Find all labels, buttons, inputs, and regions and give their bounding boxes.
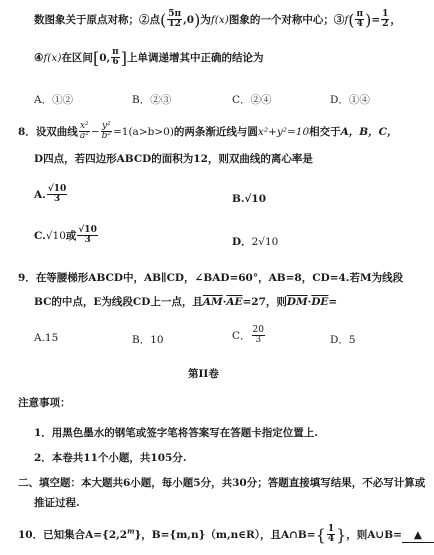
text-segment: A，B，C， (340, 125, 398, 138)
paren-right: ) (365, 10, 372, 30)
question-number: 9． (18, 272, 36, 284)
fill-in-instructions-line2: 推证过程. (34, 497, 80, 509)
notice-item-1: 1．用黑色墨水的钢笔或签字笔将答案写在答题卡指定位置上. (34, 427, 318, 439)
function-symbol: f(x) (43, 51, 62, 64)
fraction: $\frac{\pi}{4}$ (356, 9, 364, 30)
fraction: $\frac{1}{4}$ (327, 524, 335, 545)
vector: $\overline{AE}$ (226, 296, 243, 308)
fraction: $\frac{\pi}{6}$ (112, 47, 119, 68)
bracket-right: ] (120, 48, 127, 68)
q8-stem (18, 122, 398, 142)
question-number: 8． (18, 125, 36, 138)
q9-stem (18, 272, 403, 285)
function-symbol: f(x) (210, 13, 229, 26)
equation: =1(a>b>0) (112, 125, 174, 138)
paren-left: ( (348, 10, 355, 30)
q8-option-c: C.√10或 $\frac{√10}{3}$ (34, 225, 97, 246)
text-segment: = (371, 13, 381, 26)
text-segment: ④ (34, 51, 44, 64)
q6-conclusion-line (34, 48, 264, 68)
fill-in-instructions: 二、填空题：本大题共6小题，每小题5分，共30分；答题直接填写结果，不必写计算或 (18, 477, 426, 489)
text-segment: 在等腰梯形ABCD中，AB∥CD，∠BAD=60°，AB=8，CD=4.若M为线段 (35, 272, 404, 284)
fraction: $\frac{\text{x²}}{\text{a²}}$ (79, 121, 89, 142)
q9-option-d: D．5 (330, 334, 356, 346)
q9-option-a: A.15 (34, 332, 59, 344)
q7-option-a: A．①② (34, 94, 74, 106)
fraction: $\frac{20}{3}$ (252, 325, 264, 346)
text-segment: 为 (200, 13, 211, 26)
paren-right: ) (194, 10, 201, 30)
vector: $\overline{DE}$ (311, 296, 329, 308)
text-segment: ， (390, 13, 401, 26)
notice-heading: 注意事项： (18, 397, 71, 409)
bracket-left: [ (92, 48, 100, 68)
q8-option-d: D．2√10 (232, 236, 279, 248)
vector: $\overline{AM}$ (202, 296, 223, 308)
question-number: 10． (18, 528, 44, 541)
q7-option-c: C．②④ (232, 94, 272, 106)
text-segment: ,0 (183, 13, 195, 26)
q7-option-d: D．①④ (330, 94, 370, 106)
equation: x²+y²=10 (257, 125, 310, 138)
q8-option-b: B.√10 (232, 193, 267, 205)
text-segment: 在区间 (61, 51, 93, 64)
fraction: $\frac{1}{2}$ (382, 9, 389, 30)
text-segment: 图象的一个对称中心；③ (228, 13, 345, 26)
paren-left: ( (160, 10, 167, 30)
text-segment: 相交于 (309, 125, 341, 138)
notice-item-2: 2．本卷共11个小题，共105分. (34, 452, 187, 464)
text-segment: 数图象关于原点对称；②点 (34, 13, 160, 26)
q8-option-a: A. $\frac{√10}{3}$ (34, 184, 67, 205)
fraction: $\frac{√10}{3}$ (47, 184, 67, 205)
text-segment: 0, (99, 51, 111, 64)
text-segment: 上单调递增其中正确的结论为 (127, 51, 264, 64)
q8-stem-line2: D四点，若四边形ABCD的面积为12，则双曲线的离心率是 (34, 153, 313, 165)
function-symbol: f (344, 13, 349, 26)
fraction: $\frac{√10}{3}$ (78, 225, 97, 246)
fraction: $\frac{5\pi}{12}$ (168, 9, 182, 30)
section-title: 第II卷 (188, 368, 219, 380)
q9-option-b: B．10 (132, 334, 164, 346)
text-segment: 的两条渐近线与圆 (173, 125, 258, 138)
q9-option-c: C． $\frac{20}{3}$ (232, 325, 264, 346)
q9-stem-line2: BC的中点，E为线段CD上一点，且$\overline{AM}\cdot\overline{AE}=27$，则$\overline{DM}\cdot\overline{DE}=$ (34, 296, 338, 308)
q6-conclusion-line (34, 10, 401, 30)
minus-sign: − (90, 125, 100, 138)
q7-option-b: B．②③ (132, 94, 172, 106)
answer-blank[interactable]: ▲ (402, 529, 434, 543)
vector: $\overline{DM}$ (286, 296, 308, 308)
text-segment: 设双曲线 (35, 125, 78, 138)
q10-stem: 10．已知集合$A=\{2,2^m\}$，B={m,n}（m,n∈R），且A∩B={ $\frac{1}{4}$ }，则A∪B= ▲ (18, 525, 434, 545)
fraction: $\frac{\text{y²}}{\text{b²}}$ (101, 121, 111, 142)
